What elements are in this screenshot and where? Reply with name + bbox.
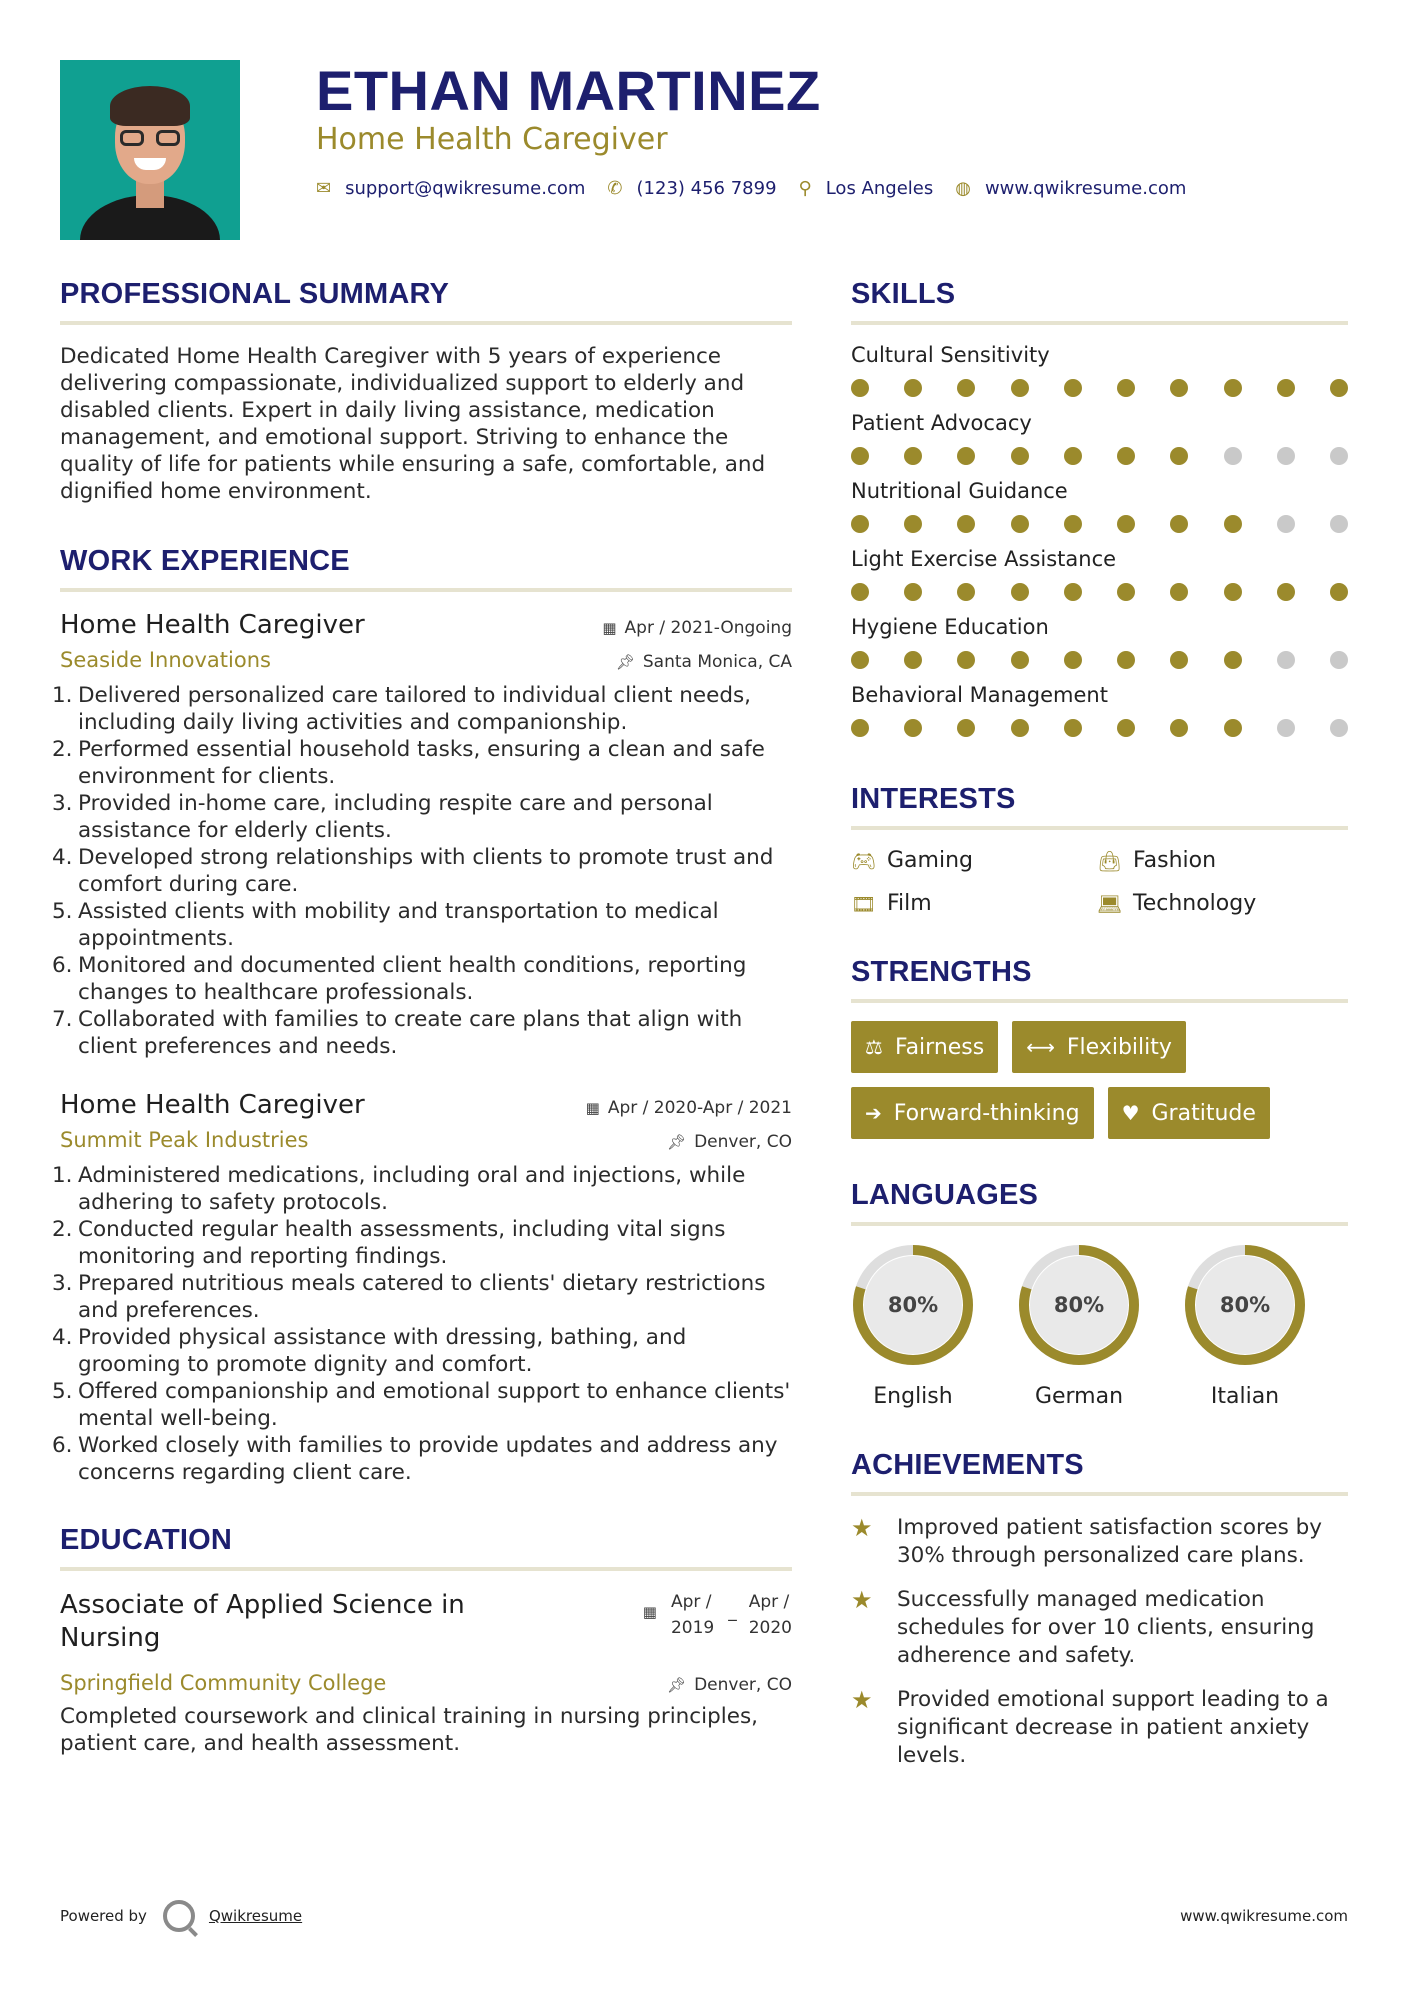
- education-end-year: 2020: [748, 1618, 792, 1638]
- left-column: [52, 278, 792, 1757]
- profile-photo: [60, 60, 240, 240]
- job-bullet-text: Delivered personalized care tailored to individual client needs, including daily living activities and companionship.: [78, 683, 752, 735]
- job-bullets: [52, 682, 792, 1060]
- contact-location: [799, 178, 934, 199]
- website-text: www.qwikresume.com: [984, 178, 1187, 199]
- education-description: Completed coursework and clinical training in nursing principles, patient care, and health assessment.: [60, 1704, 758, 1756]
- job-bullets: [52, 1162, 792, 1486]
- envelope-icon: ✉: [316, 177, 332, 199]
- job-company: Summit Peak Industries: [60, 1128, 309, 1152]
- rating-dot-empty: [1330, 651, 1348, 669]
- rating-dot-filled: [851, 719, 869, 737]
- interest-label: Gaming: [887, 848, 973, 873]
- rating-dot-filled: [1224, 719, 1242, 737]
- job-bullet: 4. Developed strong relationships with clients to promote trust and comfort during care.: [52, 844, 792, 898]
- footer-powered-by: [60, 1900, 302, 1932]
- interest-item: [851, 891, 1097, 916]
- pin-icon: 📌︎: [667, 1133, 687, 1151]
- footer-website[interactable]: www.qwikresume.com: [1180, 1907, 1348, 1925]
- rating-dot-empty: [1277, 651, 1295, 669]
- language-name: German: [1034, 1384, 1124, 1409]
- rating-dot-filled: [1117, 379, 1135, 397]
- job-bullet: 5. Offered companionship and emotional support to enhance clients' mental well-being.: [52, 1379, 791, 1431]
- rating-dot-filled: [1224, 583, 1242, 601]
- job-bullet: 7. Collaborated with families to create care plans that align with client preferences and needs.: [52, 1006, 792, 1060]
- language-ring: [852, 1244, 974, 1366]
- job-date-text: Apr / 2020-Apr / 2021: [607, 1098, 792, 1118]
- education-entry: [60, 1589, 792, 1757]
- rating-dot-filled: [1277, 379, 1295, 397]
- summary-heading: PROFESSIONAL SUMMARY: [60, 278, 792, 325]
- rating-dot-filled: [1170, 583, 1188, 601]
- job-bullet: 6. Monitored and documented client health conditions, reporting changes to healthcare professionals.: [52, 952, 792, 1006]
- rating-dot-filled: [1064, 651, 1082, 669]
- language-name: English: [873, 1384, 953, 1409]
- rating-dot-filled: [1117, 515, 1135, 533]
- balance-scale-icon: ⚖: [865, 1035, 883, 1059]
- rating-dot-filled: [1011, 583, 1029, 601]
- rating-dot-filled: [1224, 515, 1242, 533]
- email-text: support@qwikresume.com: [345, 178, 586, 199]
- powered-by-text: Powered by: [60, 1907, 147, 1925]
- strength-label: Gratitude: [1151, 1100, 1256, 1126]
- candidate-name: ETHAN MARTINEZ: [316, 59, 821, 122]
- rating-dot-filled: [957, 515, 975, 533]
- skill-name: Cultural Sensitivity: [851, 343, 1050, 367]
- education-end-month: Apr /: [748, 1592, 790, 1612]
- rating-dot-empty: [1330, 719, 1348, 737]
- rating-dot-filled: [1064, 515, 1082, 533]
- contact-phone[interactable]: [607, 178, 776, 199]
- education-dates: ▦ Apr / 2019 _ Apr / 2020: [592, 1589, 792, 1641]
- strength-chip: [851, 1087, 1094, 1139]
- heart-icon: ♥: [1121, 1101, 1140, 1125]
- job-bullet-text: Conducted regular health assessments, including vital signs monitoring and reporting findings.: [78, 1217, 726, 1269]
- job-bullet: 2. Performed essential household tasks, ensuring a clean and safe environment for clients.: [52, 736, 792, 790]
- rating-dot-filled: [1330, 583, 1348, 601]
- job-location: [667, 1132, 792, 1152]
- rating-dot-filled: [1330, 379, 1348, 397]
- job-list: [52, 610, 792, 1486]
- right-column: [851, 278, 1348, 1786]
- gamepad-icon: 🎮︎: [851, 848, 877, 873]
- job-date: [586, 1098, 792, 1118]
- language-item: [1017, 1244, 1141, 1409]
- skills-list: [851, 343, 1348, 737]
- calendar-icon: ▦: [642, 1603, 657, 1621]
- brand-link[interactable]: Qwikresume: [208, 1907, 303, 1925]
- rating-dot-filled: [1064, 583, 1082, 601]
- job-bullet-text: Prepared nutritious meals catered to clients' dietary restrictions and preferences.: [78, 1271, 766, 1323]
- rating-dot-filled: [851, 651, 869, 669]
- achievement-text: Improved patient satisfaction scores by 30% through personalized care plans.: [897, 1515, 1322, 1568]
- education-start-year: 2019: [670, 1618, 715, 1638]
- skill-name: Hygiene Education: [851, 615, 1049, 639]
- job-bullet: 3. Prepared nutritious meals catered to clients' dietary restrictions and preferences.: [52, 1270, 792, 1324]
- candidate-title: Home Health Caregiver: [316, 122, 668, 157]
- phone-text: (123) 456 7899: [636, 178, 777, 199]
- interest-item: [1097, 891, 1347, 916]
- skill-rating: [851, 379, 1348, 397]
- job-location-text: Santa Monica, CA: [642, 652, 792, 672]
- skill-item: [851, 343, 1348, 397]
- job-bullet: 3. Provided in-home care, including respite care and personal assistance for elderly clients.: [52, 790, 792, 844]
- map-marker-icon: ⚲: [798, 177, 812, 199]
- rating-dot-filled: [1277, 583, 1295, 601]
- rating-dot-empty: [1277, 447, 1295, 465]
- achievement-item: [851, 1586, 1348, 1670]
- skill-rating: [851, 719, 1348, 737]
- rating-dot-filled: [1011, 651, 1029, 669]
- job-date-text: Apr / 2021-Ongoing: [624, 618, 792, 638]
- job-entry: [52, 610, 792, 1060]
- skill-rating: [851, 515, 1348, 533]
- strengths-heading: STRENGTHS: [851, 956, 1348, 1003]
- rating-dot-filled: [1011, 719, 1029, 737]
- rating-dot-filled: [1117, 651, 1135, 669]
- education-location: Denver, CO: [694, 1675, 792, 1695]
- languages-list: [851, 1244, 1348, 1409]
- rating-dot-filled: [1117, 583, 1135, 601]
- job-bullet: 5. Assisted clients with mobility and transportation to medical appointments.: [52, 898, 792, 952]
- skills-heading: SKILLS: [851, 278, 1348, 325]
- school-name: Springfield Community College: [60, 1671, 387, 1695]
- skill-rating: [851, 447, 1348, 465]
- rating-dot-filled: [851, 515, 869, 533]
- interests-list: [851, 848, 1348, 916]
- achievement-text: Successfully managed medication schedules for over 10 clients, ensuring adherence and safety.: [897, 1587, 1315, 1668]
- job-location-text: Denver, CO: [694, 1132, 792, 1152]
- achievement-item: [851, 1514, 1348, 1570]
- rating-dot-filled: [1011, 447, 1029, 465]
- rating-dot-filled: [904, 583, 922, 601]
- rating-dot-filled: [904, 651, 922, 669]
- rating-dot-empty: [1224, 447, 1242, 465]
- location-text: Los Angeles: [825, 178, 934, 199]
- rating-dot-filled: [1117, 447, 1135, 465]
- job-bullet-text: Offered companionship and emotional support to enhance clients' mental well-being.: [78, 1379, 791, 1431]
- skill-name: Light Exercise Assistance: [851, 547, 1117, 571]
- rating-dot-filled: [1011, 379, 1029, 397]
- rating-dot-filled: [851, 447, 869, 465]
- strengths-list: [851, 1021, 1348, 1139]
- rating-dot-filled: [904, 447, 922, 465]
- rating-dot-empty: [1277, 719, 1295, 737]
- job-bullet-text: Performed essential household tasks, ensuring a clean and safe environment for clients.: [78, 737, 765, 789]
- skill-rating: [851, 651, 1348, 669]
- interests-heading: INTERESTS: [851, 783, 1348, 830]
- job-bullet-text: Provided physical assistance with dressing, bathing, and grooming to promote dignity and comfort.: [78, 1325, 687, 1377]
- strength-label: Fairness: [894, 1034, 985, 1060]
- education-heading: EDUCATION: [60, 1524, 792, 1571]
- strength-label: Flexibility: [1066, 1034, 1172, 1060]
- skill-item: [851, 683, 1348, 737]
- language-percent: 80%: [1219, 1293, 1271, 1317]
- language-item: [1183, 1244, 1307, 1409]
- achievements-list: [851, 1514, 1348, 1770]
- skill-item: [851, 479, 1348, 533]
- rating-dot-filled: [1170, 447, 1188, 465]
- arrow-right-icon: ➔: [865, 1101, 882, 1125]
- shopping-bag-icon: 👜︎: [1097, 848, 1123, 873]
- skill-item: [851, 547, 1348, 601]
- language-ring: [1184, 1244, 1306, 1366]
- job-bullet: 2. Conducted regular health assessments, including vital signs monitoring and reporting findings.: [52, 1216, 792, 1270]
- job-bullet-text: Administered medications, including oral and injections, while adhering to safety protocols.: [78, 1163, 746, 1215]
- rating-dot-filled: [957, 379, 975, 397]
- globe-icon: ◍: [955, 177, 971, 199]
- strength-label: Forward-thinking: [893, 1100, 1080, 1126]
- interest-label: Film: [887, 891, 932, 916]
- interest-label: Fashion: [1133, 848, 1217, 873]
- qwikresume-logo-icon: [163, 1900, 195, 1932]
- rating-dot-filled: [957, 583, 975, 601]
- language-percent: 80%: [887, 1293, 939, 1317]
- degree-title: Associate of Applied Science in Nursing: [60, 1590, 465, 1653]
- rating-dot-filled: [1170, 651, 1188, 669]
- achievements-heading: ACHIEVEMENTS: [851, 1449, 1348, 1496]
- achievement-text: Provided emotional support leading to a significant decrease in patient anxiety levels.: [897, 1687, 1329, 1768]
- job-bullet-text: Worked closely with families to provide updates and address any concerns regarding client care.: [78, 1433, 778, 1485]
- languages-heading: LANGUAGES: [851, 1179, 1348, 1226]
- skill-name: Behavioral Management: [851, 683, 1108, 707]
- job-bullet: 1. Administered medications, including oral and injections, while adhering to safety protocols.: [52, 1162, 792, 1216]
- job-bullet-text: Provided in-home care, including respite care and personal assistance for elderly clients.: [78, 791, 713, 843]
- education-start-month: Apr /: [670, 1592, 712, 1612]
- job-bullet: 4. Provided physical assistance with dressing, bathing, and grooming to promote dignity and comfort.: [52, 1324, 792, 1378]
- rating-dot-empty: [1330, 447, 1348, 465]
- skill-item: [851, 411, 1348, 465]
- calendar-icon: ▦: [585, 1099, 600, 1117]
- star-icon: ★: [851, 1514, 873, 1542]
- skill-rating: [851, 583, 1348, 601]
- achievement-item: [851, 1686, 1348, 1770]
- job-bullet-text: Developed strong relationships with clients to promote trust and comfort during care.: [78, 845, 774, 897]
- summary-text: Dedicated Home Health Caregiver with 5 years of experience delivering compassionate, individualized support to elderly and disabled clients. Expert in daily living assistance, medication management, and emotional support. Striving to enhance the quality of life for patients while ensuring a safe, comfortable, and dignified home environment.: [60, 344, 766, 504]
- contact-bar: [316, 178, 1208, 199]
- film-icon: 🎞︎: [851, 891, 877, 916]
- job-location: [616, 652, 792, 672]
- job-company: Seaside Innovations: [60, 648, 271, 672]
- job-date: [602, 618, 792, 638]
- job-title: Home Health Caregiver: [60, 1090, 365, 1120]
- interest-item: [851, 848, 1097, 873]
- rating-dot-filled: [851, 379, 869, 397]
- language-ring: [1018, 1244, 1140, 1366]
- rating-dot-filled: [957, 719, 975, 737]
- skill-name: Patient Advocacy: [851, 411, 1032, 435]
- rating-dot-filled: [1064, 447, 1082, 465]
- interest-label: Technology: [1133, 891, 1257, 916]
- star-icon: ★: [851, 1586, 873, 1614]
- contact-website[interactable]: [955, 178, 1186, 199]
- rating-dot-filled: [1011, 515, 1029, 533]
- rating-dot-filled: [904, 719, 922, 737]
- job-bullet: 1. Delivered personalized care tailored to individual client needs, including daily living activities and companionship.: [52, 682, 792, 736]
- rating-dot-empty: [1330, 515, 1348, 533]
- job-bullet-text: Collaborated with families to create care plans that align with client preferences and needs.: [78, 1007, 743, 1059]
- rating-dot-filled: [1170, 515, 1188, 533]
- strength-chip: [851, 1021, 998, 1073]
- contact-email[interactable]: [316, 178, 585, 199]
- language-name: Italian: [1210, 1384, 1280, 1409]
- rating-dot-filled: [1064, 379, 1082, 397]
- skill-name: Nutritional Guidance: [851, 479, 1068, 503]
- rating-dot-filled: [1224, 651, 1242, 669]
- interest-item: [1097, 848, 1347, 873]
- job-bullet-text: Monitored and documented client health conditions, reporting changes to healthcare professionals.: [78, 953, 747, 1005]
- arrows-horizontal-icon: ⟷: [1026, 1035, 1055, 1059]
- job-bullet: 6. Worked closely with families to provide updates and address any concerns regarding client care.: [52, 1432, 792, 1486]
- language-percent: 80%: [1053, 1293, 1105, 1317]
- rating-dot-filled: [957, 651, 975, 669]
- skill-item: [851, 615, 1348, 669]
- rating-dot-filled: [1064, 719, 1082, 737]
- star-icon: ★: [851, 1686, 873, 1714]
- strength-chip: [1012, 1021, 1186, 1073]
- phone-icon: ✆: [607, 177, 623, 199]
- experience-heading: WORK EXPERIENCE: [60, 545, 792, 592]
- strength-chip: [1108, 1087, 1270, 1139]
- rating-dot-filled: [1117, 719, 1135, 737]
- rating-dot-filled: [957, 447, 975, 465]
- rating-dot-filled: [851, 583, 869, 601]
- calendar-icon: ▦: [602, 619, 617, 637]
- rating-dot-filled: [1170, 719, 1188, 737]
- language-item: [851, 1244, 975, 1409]
- job-entry: [52, 1090, 792, 1486]
- rating-dot-filled: [1170, 379, 1188, 397]
- pin-icon: 📌︎: [615, 653, 635, 671]
- pin-icon: 📌︎: [667, 1676, 687, 1694]
- laptop-icon: 💻︎: [1097, 891, 1123, 916]
- rating-dot-filled: [1224, 379, 1242, 397]
- rating-dot-filled: [904, 515, 922, 533]
- job-title: Home Health Caregiver: [60, 610, 365, 640]
- rating-dot-empty: [1277, 515, 1295, 533]
- rating-dot-filled: [904, 379, 922, 397]
- job-bullet-text: Assisted clients with mobility and transportation to medical appointments.: [78, 899, 719, 951]
